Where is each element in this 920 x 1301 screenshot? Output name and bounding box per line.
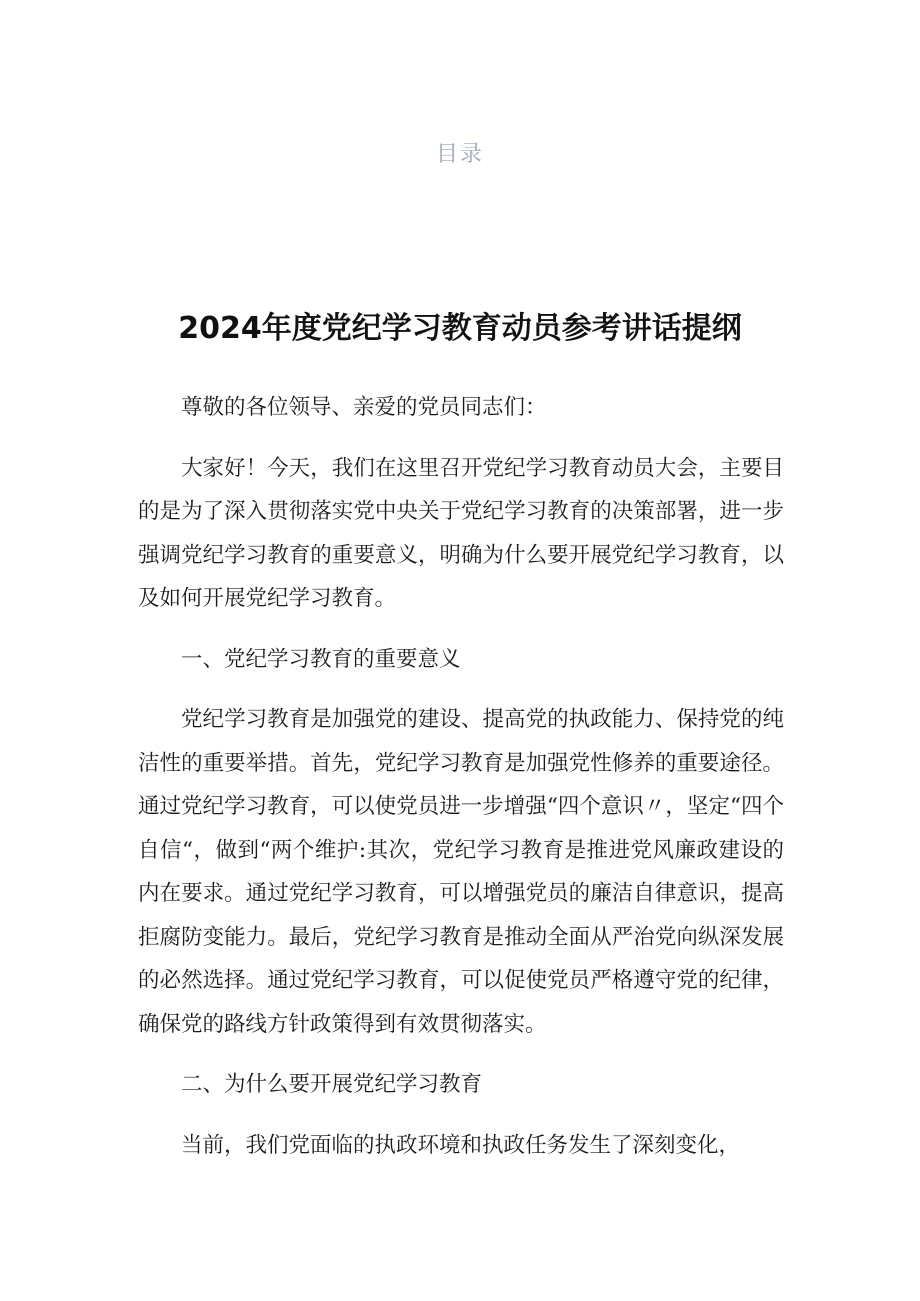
document-title: 2024年度党纪学习教育动员参考讲话提纲 — [178, 311, 742, 346]
salutation-paragraph: 尊敬的各位领导、亲爱的党员同志们： — [181, 395, 547, 420]
section-heading-1: 一、党纪学习教育的重要意义 — [181, 646, 461, 672]
section-1-paragraph: 党纪学习教育是加强党的建设、提高党的执政能力、保持党的纯洁性的重要举措。首先，党纪学习教育是加强党性修养的重要途径。通过党纪学习教育，可以使党员进一步增强“四个意识〃，坚定“四个自信“，做到“两个维护:其次，党纪学习教育是推进党风廉政建设的内在要求。通过党纪学习教育，可以增强党员的廉洁自律意识，提高拒腐防变能力。最后，党纪学习教育是推动全面从严治党向纵深发展的必然选择。通过党纪学习教育，可以促使党员严格遵守党的纪律，确保党的路线方针政策得到有效贯彻落实。 — [138, 707, 784, 1037]
section-2-paragraph: 当前，我们党面临的执政环境和执政任务发生了深刻变化， — [181, 1132, 741, 1158]
section-heading-2: 二、为什么要开展党纪学习教育 — [181, 1072, 483, 1097]
toc-label: 目录 — [435, 142, 484, 167]
opening-paragraph: 大家好！今天，我们在这里召开党纪学习教育动员大会，主要目的是为了深入贯彻落实党中央关于党纪学习教育的决策部署，进一步强调党纪学习教育的重要意义，明确为什么要开展党纪学习教育，以及如何开展党纪学习教育。 — [138, 455, 784, 611]
document-body — [138, 386, 784, 1167]
